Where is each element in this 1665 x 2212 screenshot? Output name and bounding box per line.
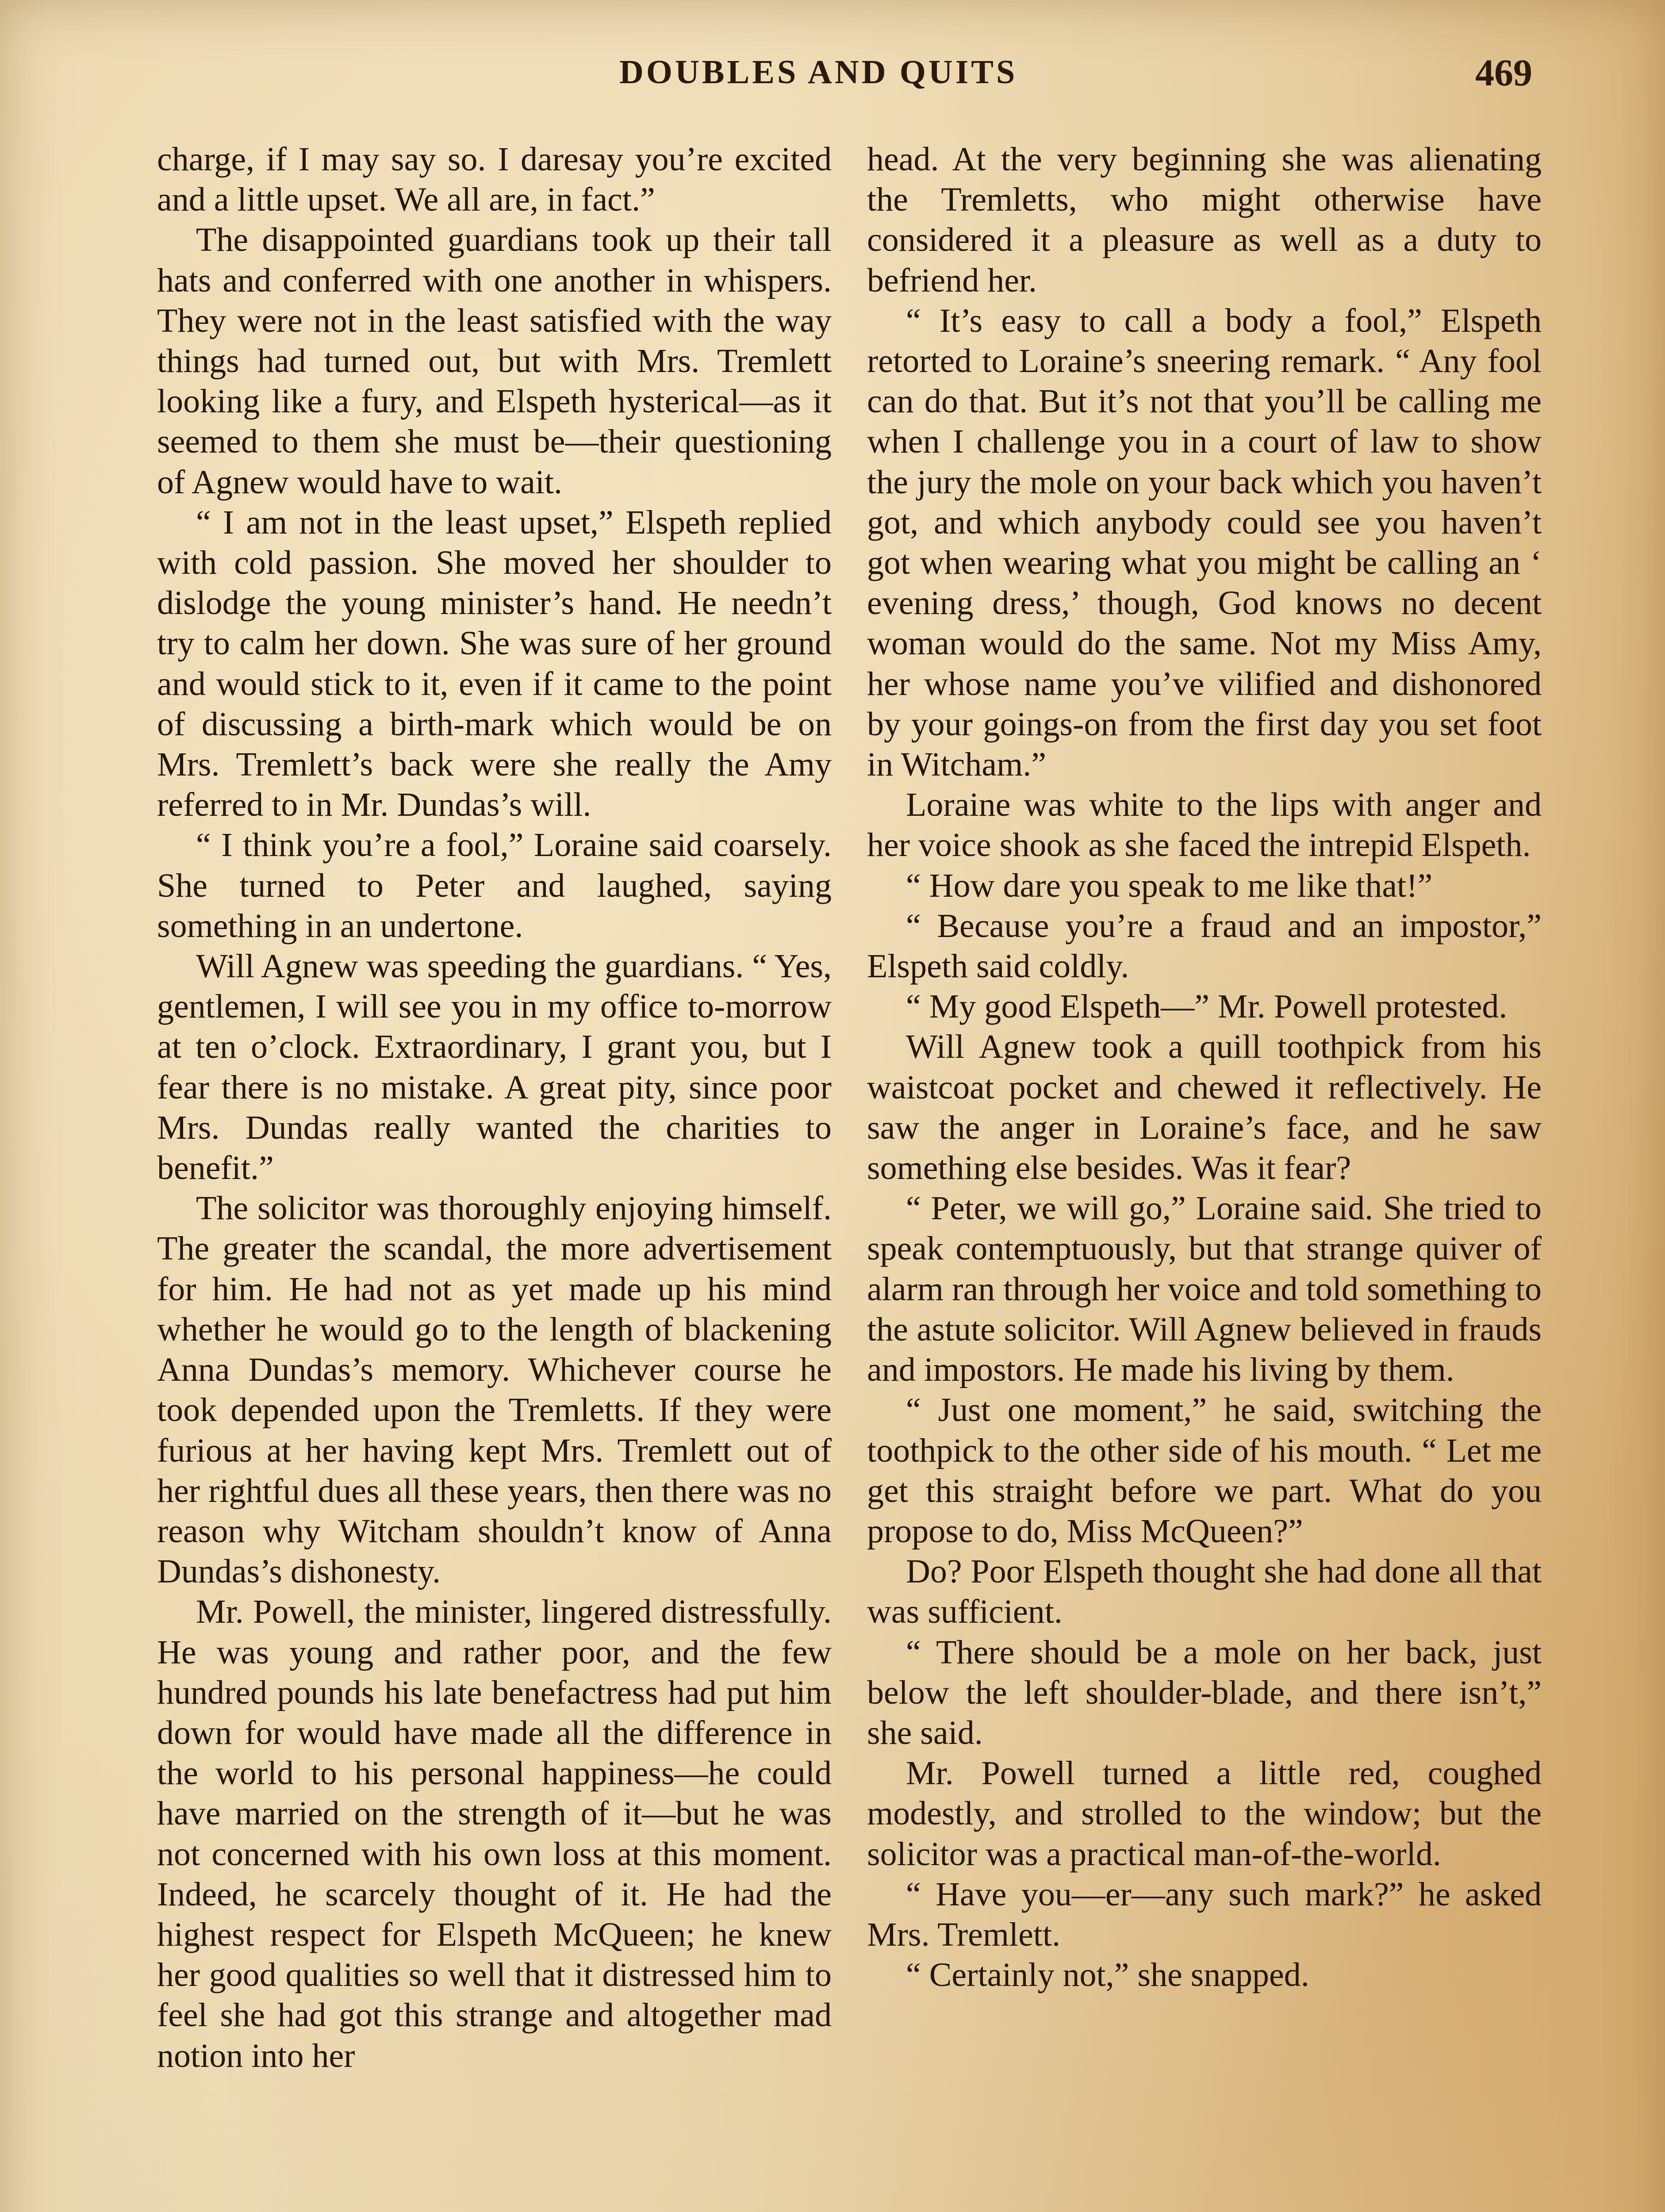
paragraph: “ It’s easy to call a body a fool,” Elspeth retorted to Loraine’s sneering remark. “ Any fool can do that. But it’s not that you’ll be calling me when I challenge you in a court of law to show the jury the mole on your back which you haven’t got, and which anybody could see you haven’t got when wearing what you might be calling an ‘ evening dress,’ though, God knows no decent woman would do the same. Not my Miss Amy, her whose name you’ve vilified and dishonored by your goings-on from the first day you set foot in Witcham.” xyxy=(867,302,1542,783)
page-number: 469 xyxy=(1475,51,1532,94)
paragraph: “ Because you’re a fraud and an impostor,” Elspeth said coldly. xyxy=(867,907,1542,985)
paragraph: “ Peter, we will go,” Loraine said. She tried to speak contemptuously, but that strange quiver of alarm ran through her voice and told something to the astute solicitor. Will Agnew believed in frauds and impostors. He made his living by them. xyxy=(867,1190,1542,1389)
page-header xyxy=(0,53,1665,106)
paragraph: The disappointed guardians took up their tall hats and conferred with one another in whispers. They were not in the least satisfied with the way things had turned out, but with Mrs. Tremlett looking like a fury, and Elspeth hysterical—as it seemed to them she must be—their questioning of Agnew would have to wait. xyxy=(157,221,832,501)
paragraph: head. At the very beginning she was alienating the Tremletts, who might otherwise have considered it a pleasure as well as a duty to befriend her. xyxy=(867,141,1542,299)
paragraph: charge, if I may say so. I daresay you’re excited and a little upset. We all are, in fact.” xyxy=(157,141,832,219)
paragraph: “ I am not in the least upset,” Elspeth replied with cold passion. She moved her shoulder to dislodge the young minister’s hand. He needn’t try to calm her down. She was sure of her ground and would stick to it, even if it came to the point of discussing a birth-mark which would be on Mrs. Tremlett’s back were she really the Amy referred to in Mr. Dundas’s will. xyxy=(157,503,832,824)
paragraph: Loraine was white to the lips with anger and her voice shook as she faced the intrepid Elspeth. xyxy=(867,786,1542,864)
right-column xyxy=(867,139,1542,1995)
paragraph: “ There should be a mole on her back, just below the left shoulder-blade, and there isn’t,” she said. xyxy=(867,1633,1542,1751)
paragraph: “ Have you—er—any such mark?” he asked Mrs. Tremlett. xyxy=(867,1875,1542,1953)
running-title: DOUBLES AND QUITS xyxy=(619,54,1018,91)
left-column xyxy=(157,139,832,2076)
paragraph: “ I think you’re a fool,” Loraine said coarsely. She turned to Peter and laughed, saying something in an undertone. xyxy=(157,826,832,945)
paragraph: “ How dare you speak to me like that!” xyxy=(906,867,1433,904)
paragraph: “ Certainly not,” she snapped. xyxy=(906,1956,1309,1994)
paragraph: Will Agnew was speeding the guardians. “ Yes, gentlemen, I will see you in my office to-morrow at ten o’clock. Extraordinary, I grant you, but I fear there is no mistake. A great pity, since poor Mrs. Dundas really wanted the charities to benefit.” xyxy=(157,948,832,1187)
paragraph: Do? Poor Elspeth thought she had done all that was sufficient. xyxy=(867,1553,1542,1631)
paragraph: “ My good Elspeth—” Mr. Powell protested. xyxy=(906,988,1508,1025)
paragraph: Will Agnew took a quill toothpick from his waistcoat pocket and chewed it reflectively. He saw the anger in Loraine’s face, and he saw something else besides. Was it fear? xyxy=(867,1028,1542,1187)
paragraph: Mr. Powell, the minister, lingered distressfully. He was young and rather poor, and the few hundred pounds his late benefactress had put him down for would have made all the difference in the world to his personal happiness—he could have married on the strength of it—but he was not concerned with his own loss at this moment. Indeed, he scarcely thought of it. He had the highest respect for Elspeth McQueen; he knew her good qualities so well that it distressed him to feel she had got this strange and altogether mad notion into her xyxy=(157,1593,832,2074)
paragraph: The solicitor was thoroughly enjoying himself. The greater the scandal, the more advertisement for him. He had not as yet made up his mind whether he would go to the length of blackening Anna Dundas’s memory. Whichever course he took depended upon the Tremletts. If they were furious at her having kept Mrs. Tremlett out of her rightful dues all these years, then there was no reason why Witcham shouldn’t know of Anna Dundas’s dishonesty. xyxy=(157,1190,832,1590)
paragraph: “ Just one moment,” he said, switching the toothpick to the other side of his mouth. “ Let me get this straight before we part. What do you propose to do, Miss McQueen?” xyxy=(867,1391,1542,1550)
paragraph: Mr. Powell turned a little red, coughed modestly, and strolled to the window; but the solicitor was a practical man-of-the-world. xyxy=(867,1755,1542,1873)
